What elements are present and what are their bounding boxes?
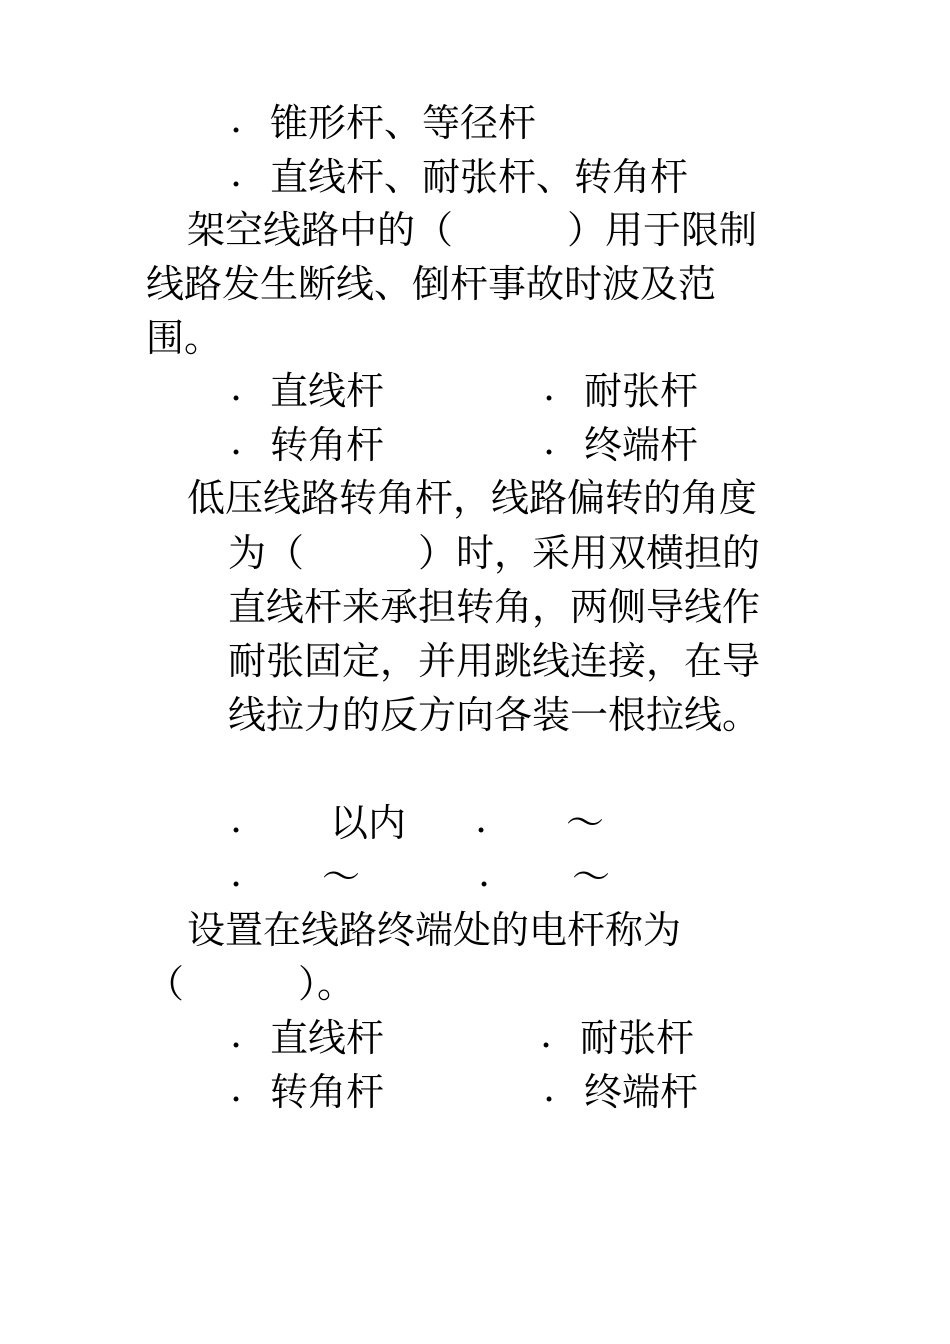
option-text: 直线杆、耐张杆、转角杆: [270, 155, 689, 199]
question-stem: 线拉力的反方向各装一根拉线。: [228, 693, 761, 737]
option-dot: .: [230, 1066, 243, 1110]
question-stem: 耐张固定，并用跳线连接，在导: [228, 639, 761, 683]
option-dot: .: [543, 365, 556, 409]
question-stem: 低压线路转角杆，线路偏转的角度: [187, 476, 758, 520]
option-dot: .: [478, 851, 491, 895]
option-dot: .: [230, 1012, 243, 1056]
option-text: ～: [572, 855, 611, 899]
option-text: ～: [566, 801, 605, 845]
option-text: 转角杆: [270, 1070, 385, 1114]
question-stem: 围。: [146, 316, 223, 360]
option-text: 以内: [330, 801, 407, 845]
option-text: 直线杆: [270, 369, 385, 413]
option-text: ～: [322, 855, 361, 899]
question-stem: （ ）。: [146, 962, 356, 1006]
option-dot: .: [230, 419, 243, 463]
option-text: 直线杆: [270, 1016, 385, 1060]
option-dot: .: [230, 797, 243, 841]
option-text: 终端杆: [584, 423, 699, 467]
question-stem: 设置在线路终端处的电杆称为: [187, 908, 682, 952]
option-dot: .: [543, 419, 556, 463]
option-dot: .: [475, 797, 488, 841]
option-dot: .: [230, 151, 243, 195]
option-dot: .: [230, 97, 243, 141]
question-stem: 线路发生断线、倒杆事故时波及范: [146, 262, 717, 306]
option-dot: .: [230, 365, 243, 409]
option-text: 锥形杆、等径杆: [270, 101, 537, 145]
option-text: 转角杆: [270, 423, 385, 467]
question-stem: 为（ ）时，采用双横担的: [228, 531, 761, 575]
option-text: 耐张杆: [584, 369, 699, 413]
option-text: 耐张杆: [580, 1016, 695, 1060]
option-dot: .: [540, 1012, 553, 1056]
option-dot: .: [543, 1066, 556, 1110]
question-stem: 直线杆来承担转角，两侧导线作: [228, 585, 761, 629]
question-stem: 架空线路中的（ ）用于限制: [187, 208, 758, 252]
option-text: 终端杆: [584, 1070, 699, 1114]
option-dot: .: [230, 851, 243, 895]
